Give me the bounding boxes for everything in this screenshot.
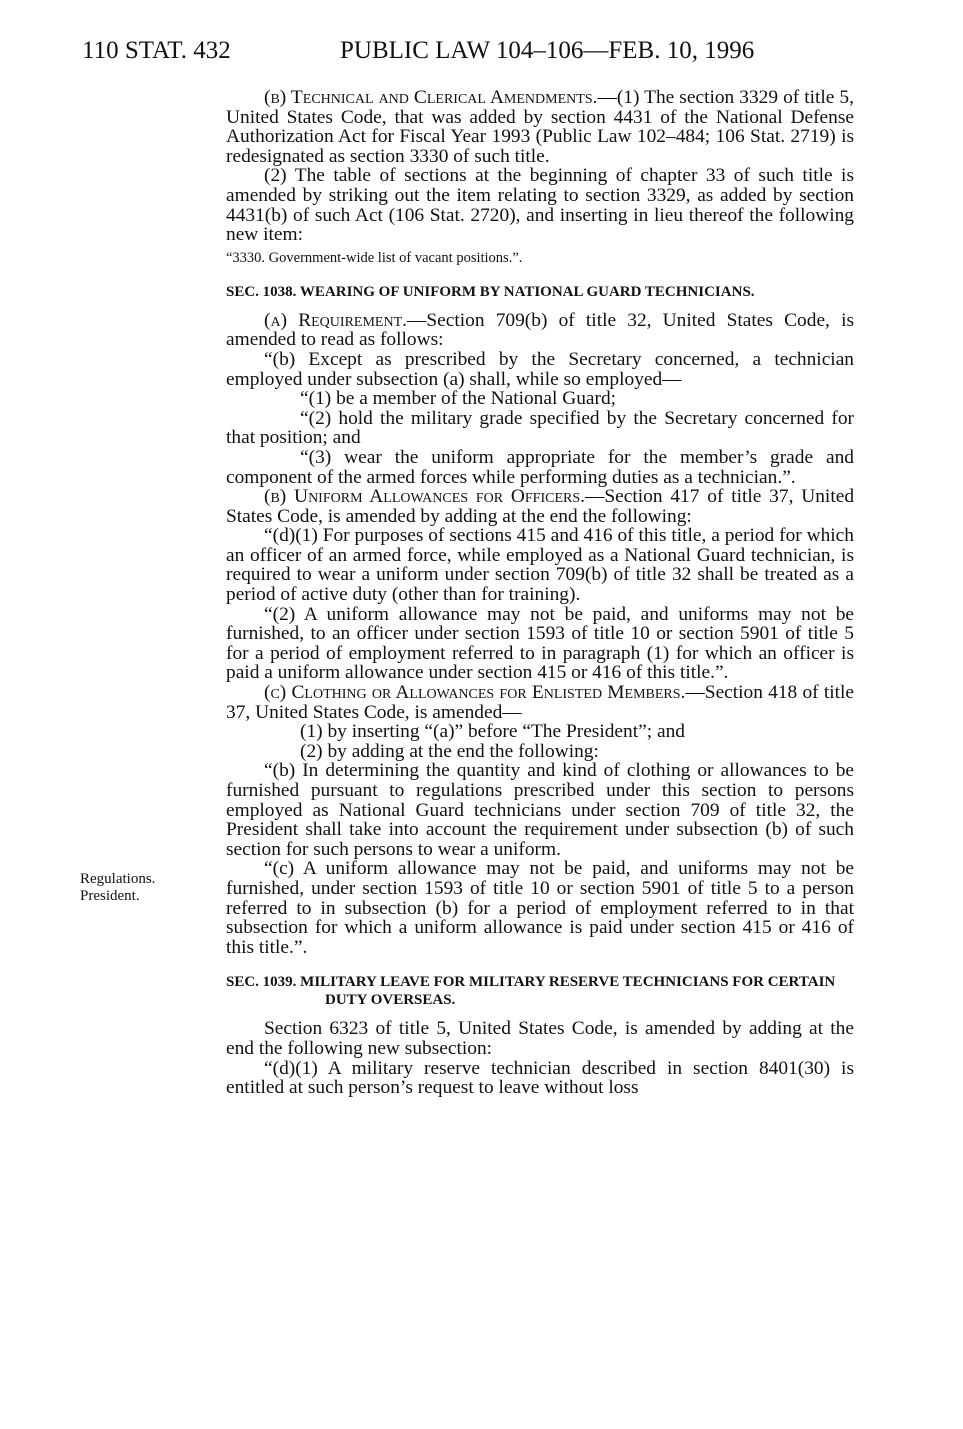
margin-note [80,871,155,905]
margin-note-regulations: Regulations. [80,871,156,887]
subsection-heading: (c) Clothing or Allowances for Enlisted Members. [264,682,686,704]
quoted-item: “(3) wear the uniform appropriate for the member’s grade and component of the armed forces while performing duties as a technician.”. [226,446,854,488]
paragraph-text: —Section 417 of title 37, United States Code, is amended by adding at the end the following: [226,486,855,527]
margin-note-president: President. [80,888,140,904]
list-item: (2) by adding at the end the following: [300,740,599,762]
subsection-heading: (b) Technical and Clerical Amendments. [264,87,598,108]
section-1038-heading: SEC. 1038. WEARING OF UNIFORM BY NATIONAL GUARD TECHNICIANS. [226,283,755,300]
table-item: “3330. Government-wide list of vacant positions.”. [226,249,523,266]
paragraph-a [226,311,854,350]
quoted-paragraph: “(b) In determining the quantity and kind of clothing or allowances to be furnished pursuant to regulations prescribed under this section to persons employed as National Guard technicians under section 709 of title 32, the President shall take into account the requirement under subsection (b) of such section for such persons to wear a uniform. [226,760,854,860]
public-law-reference: PUBLIC LAW 104–106—FEB. 10, 1996 [340,37,755,64]
quoted-paragraph: “(d)(1) A military reserve technician described in section 8401(30) is entitled at such person’s request to leave without loss [226,1057,854,1099]
section-1039-heading: SEC. 1039. MILITARY LEAVE FOR MILITARY RESERVE TECHNICIANS FOR CERTAIN DUTY OVERSEAS. [226,974,836,1009]
paragraph-section-1039: Section 6323 of title 5, United States Code, is amended by adding at the end the following new subsection: [226,1018,854,1059]
body-text [226,88,854,1098]
subsection-heading: (a) Requirement. [264,309,407,331]
subsection-heading: (b) Uniform Allowances for Officers. [264,486,585,508]
paragraph-text: —Section 418 of title 37, United States Code, is amended— [226,682,855,723]
paragraph-b-2: (2) The table of sections at the beginning of chapter 33 of such title is amended by striking out the item relating to section 3329, as added by section 4431(b) of such Act (106 Stat. 2720), and inserting in lieu thereof the following new item: [226,165,854,246]
quoted-item: “(2) hold the military grade specified by the Secretary concerned for that position; and [226,407,854,449]
paragraph-text: —(1) The section 3329 of title 5, United States Code, that was added by section 4431 of the National Defense Authorization Act for Fiscal Year 1993 (Public Law 102–484; 106 Stat. 2719) is redesignated as section 3330 of such title. [226,87,854,167]
paragraph-c [226,683,854,722]
quoted-paragraph: “(b) Except as prescribed by the Secretary concerned, a technician employed under subsection (a) shall, while so employed— [226,348,854,390]
paragraph-text: —Section 709(b) of title 32, United States Code, is amended to read as follows: [226,309,855,351]
statute-page-reference: 110 STAT. 432 [82,37,231,64]
quoted-item: “(1) be a member of the National Guard; [300,388,617,410]
quoted-paragraph: “(c) A uniform allowance may not be paid, and uniforms may not be furnished, under section 1593 of title 10 or section 5901 of title 5 to a person referred to in subsection (b) for a period of employment referred to in that subsection for which a uniform allowance is paid under section 415 or 416 of this title.”. [226,858,854,958]
paragraph-b-1 [226,88,854,166]
paragraph-uniform-allowances [226,487,854,526]
quoted-paragraph: “(d)(1) For purposes of sections 415 and 416 of this title, a period for which an officer of an armed force, while employed as a National Guard technician, is required to wear a uniform under section 709(b) of title 32 shall be treated as a period of active duty (other than for training). [226,525,854,606]
list-item: (1) by inserting “(a)” before “The President”; and [300,721,685,743]
quoted-paragraph: “(2) A uniform allowance may not be paid, and uniforms may not be furnished, to an officer under section 1593 of title 10 or section 5901 of title 5 for a period of employment referred to in paragraph (1) for which an officer is paid a uniform allowance under section 415 or 416 of this title.”. [226,603,854,684]
